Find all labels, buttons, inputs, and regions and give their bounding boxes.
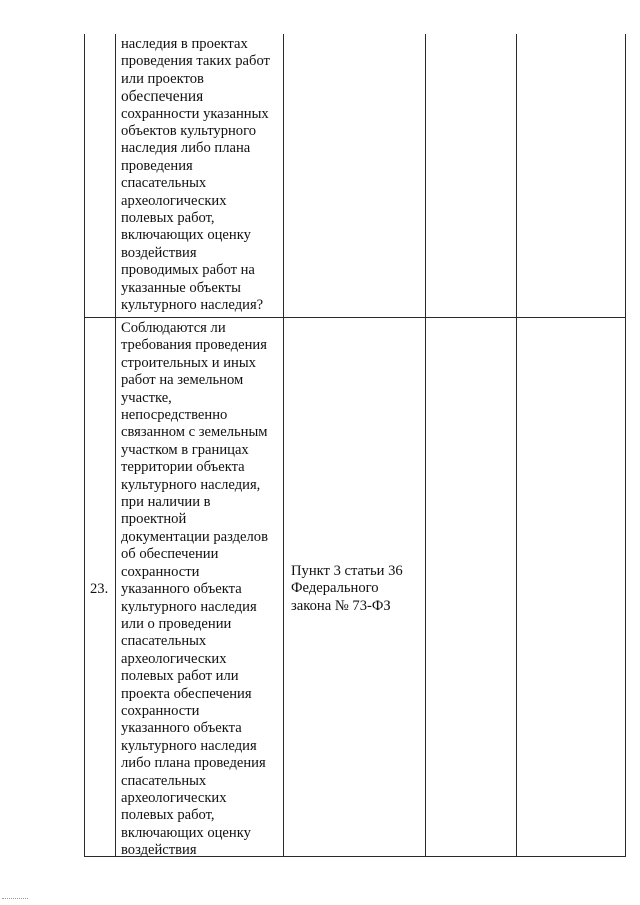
row-prev-question-line: археологических [121,192,227,209]
row-23-question-line: участком в границах [121,441,249,458]
table-column-divider-4 [516,34,517,856]
row-23-question-line: включающих оценку [121,824,251,841]
row-prev-question-line: проведения таких работ [121,53,270,70]
row-prev-question-line: полевых работ, [121,210,215,227]
row-23-question-line: культурного наследия, [121,476,261,493]
row-23-question-line: документации разделов [121,528,268,545]
row-23-question-line: Соблюдаются ли [121,320,226,336]
row-23-question-line: спасательных [121,772,207,789]
row-23-question-line: работ на земельном [121,372,244,389]
table-border-left [84,34,85,856]
row-23-question-line: полевых работ или [121,668,239,685]
row-23-question-line: строительных и иных [121,354,256,371]
row-prev-question-line: культурного наследия? [121,297,264,314]
row-23-question-line: проектной [121,511,187,528]
row-prev-question-cell [121,36,281,315]
table-column-divider-3 [425,34,426,856]
row-23-question-line: требования проведения [121,337,267,354]
row-23-question-line: спасательных [121,633,207,650]
row-prev-question-line: проводимых работ на [121,262,255,279]
row-23-question-line: непосредственно [121,407,228,424]
row-23-question-line: при наличии в [121,494,211,511]
row-prev-question-line: включающих оценку [121,227,251,244]
row-23-question-line: связанном с земельным [121,424,268,441]
row-23-question-line: сохранности [121,563,200,580]
row-23-number: 23. [90,581,109,597]
row-prev-question-line: воздействия [121,244,197,261]
row-prev-question-line: обеспечения [121,88,204,106]
row-23-reference-line: Федерального [291,580,379,597]
row-prev-question-line: объектов культурного [121,123,257,140]
row-23-question-line: культурного наследия [121,737,257,754]
row-23-question-line: указанного объекта [121,581,242,598]
row-23-reference-line: Пункт 3 статьи 36 [291,563,403,579]
row-23-question-line: полевых работ, [121,807,215,824]
row-prev-question-line: или проектов [121,70,204,87]
row-prev-question-line: проведения [121,157,193,174]
row-23-question-line: указанного объекта [121,720,242,737]
table-column-divider-1 [115,34,116,856]
row-prev-question-line: сохранности указанных [121,105,269,122]
row-23-question-line: участке, [121,389,172,406]
row-prev-question-line: наследия либо плана [121,140,251,157]
row-23-question-line: археологических [121,650,227,667]
row-23-question-line: сохранности [121,702,200,719]
scan-artifact [2,898,28,901]
row-23-question-line: или о проведении [121,615,232,632]
table-border-right [625,34,626,856]
row-23-reference-line: закона № 73-ФЗ [291,597,391,614]
row-23-question-line: археологических [121,789,227,806]
row-23-question-line: культурного наследия [121,598,257,615]
row-23-question-line: проекта обеспечения [121,685,252,702]
row-23-question-line: либо плана проведения [121,755,266,772]
table-column-divider-2 [283,34,284,856]
row-23-reference-cell [291,563,423,615]
row-prev-question-line: спасательных [121,175,207,192]
row-prev-question-line: указанные объекты [121,279,241,296]
row-prev-question-line: наследия в проектах [121,36,248,52]
row-23-question-line: об обеспечении [121,546,219,563]
row-23-question-line: воздействия [121,842,197,859]
table-row-divider [84,317,626,318]
row-23-question-line: территории объекта [121,459,245,476]
row-23-question-cell [121,320,281,860]
